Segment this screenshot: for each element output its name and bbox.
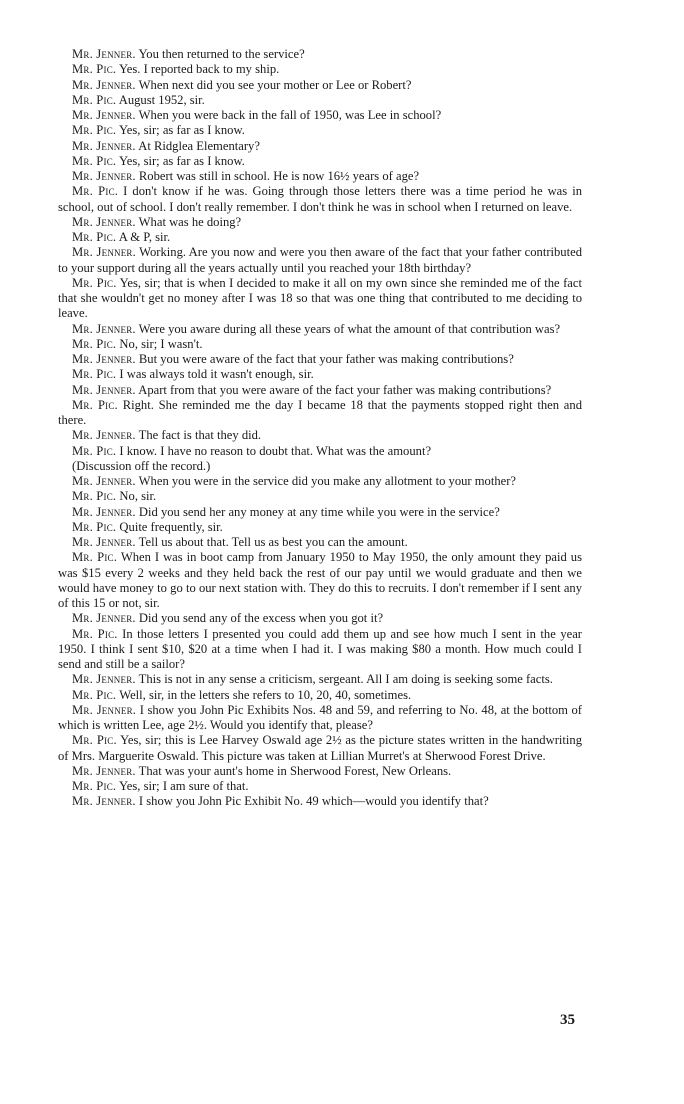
testimony-paragraph — [58, 139, 582, 154]
paragraph-text: This is not in any sense a criticism, sergeant. All I am doing is seeking some facts. — [138, 672, 553, 687]
speaker-name: Mr. Jenner. — [72, 504, 136, 519]
testimony-paragraph — [58, 459, 582, 474]
speaker-name: Mr. Jenner. — [72, 321, 136, 336]
speaker-name: Mr. Pic. — [72, 275, 117, 290]
testimony-paragraph — [58, 444, 582, 459]
testimony-paragraph — [58, 245, 582, 276]
testimony-paragraph — [58, 78, 582, 93]
speaker-name: Mr. Jenner. — [72, 763, 136, 778]
paragraph-text: Yes, sir; this is Lee Harvey Oswald age 2½ as the picture states written in the handwriting of Mrs. Marguerite Oswald. This picture was taken at Lillian Murret's at Sherwood Forest Drive. — [58, 733, 582, 763]
testimony-paragraph — [58, 93, 582, 108]
paragraph-text: That was your aunt's home in Sherwood Forest, New Orleans. — [138, 763, 452, 778]
speaker-name: Mr. Jenner. — [72, 382, 136, 397]
speaker-name: Mr. Pic. — [72, 397, 118, 412]
speaker-name: Mr. Pic. — [72, 519, 117, 534]
paragraph-text: Yes, sir; I am sure of that. — [118, 779, 249, 793]
speaker-name: Mr. Pic. — [72, 62, 117, 77]
paragraph-text: Were you aware during all these years of what the amount of that contribution was? — [138, 321, 561, 336]
speaker-name: Mr. Pic. — [72, 733, 117, 748]
paragraph-text: Tell us about that. Tell us as best you can the amount. — [138, 535, 408, 549]
paragraph-text: August 1952, sir. — [118, 92, 205, 107]
paragraph-text: Right. She reminded me the day I became 18 that the payments stopped right then and there. — [58, 397, 582, 427]
testimony-paragraph — [58, 535, 582, 550]
speaker-name: Mr. Jenner. — [72, 474, 136, 488]
testimony-paragraph — [58, 154, 582, 169]
paragraph-text: You then returned to the service? — [138, 47, 305, 61]
paragraph-text: No, sir. — [119, 489, 157, 504]
speaker-name: Mr. Pic. — [72, 443, 117, 458]
paragraph-text: At Ridglea Elementary? — [138, 138, 260, 153]
testimony-paragraph — [58, 794, 582, 809]
paragraph-text: No, sir; I wasn't. — [119, 336, 203, 351]
speaker-name: Mr. Pic. — [72, 687, 117, 702]
paragraph-text: Quite frequently, sir. — [119, 519, 223, 534]
paragraph-text: Did you send her any money at any time while you were in the service? — [138, 504, 500, 519]
paragraph-text: Working. Are you now and were you then aware of the fact that your father contributed to your support during all the years actually until you reached your 18th birthday? — [58, 245, 582, 275]
speaker-name: Mr. Jenner. — [72, 535, 136, 549]
speaker-name: Mr. Jenner. — [72, 672, 136, 687]
paragraph-text: A & P, sir. — [118, 230, 171, 244]
speaker-name: Mr. Pic. — [72, 336, 117, 351]
page-number: 35 — [560, 1012, 575, 1028]
paragraph-text: Yes. I reported back to my ship. — [118, 62, 280, 77]
speaker-name: Mr. Jenner. — [72, 428, 136, 443]
testimony-paragraph — [58, 627, 582, 673]
testimony-paragraph — [58, 764, 582, 779]
speaker-name: Mr. Pic. — [72, 230, 117, 244]
paragraph-text: Yes, sir; as far as I know. — [118, 123, 245, 138]
testimony-paragraph — [58, 733, 582, 764]
testimony-paragraph — [58, 62, 582, 77]
testimony-paragraph — [58, 352, 582, 367]
paragraph-text: Yes, sir; that is when I decided to make it all on my own since she reminded me of the fact that she wouldn't get no money after I was 18 so that was one thing that contributed to me deciding to leave. — [58, 275, 582, 321]
paragraph-text: I was always told it wasn't enough, sir. — [119, 367, 314, 382]
paragraph-text: When you were in the service did you make any allotment to your mother? — [138, 474, 517, 488]
speaker-name: Mr. Jenner. — [72, 77, 136, 92]
paragraph-text: What was he doing? — [138, 214, 242, 229]
speaker-name: Mr. Jenner. — [72, 794, 136, 809]
speaker-name: Mr. Jenner. — [72, 47, 136, 61]
speaker-name: Mr. Pic. — [72, 626, 118, 641]
testimony-paragraph — [58, 123, 582, 138]
speaker-name: Mr. Jenner. — [72, 169, 136, 183]
speaker-name: Mr. Jenner. — [72, 611, 136, 626]
paragraph-text: I don't know if he was. Going through those letters there was a time period he was in school, out of school. I don't really remember. I don't think he was in school when I returned on leave. — [58, 184, 582, 214]
testimony-paragraph — [58, 489, 582, 504]
paragraph-text: Apart from that you were aware of the fact your father was making contributions? — [138, 382, 552, 397]
paragraph-text: Well, sir, in the letters she refers to 10, 20, 40, sometimes. — [119, 687, 412, 702]
paragraph-text: The fact is that they did. — [138, 428, 262, 443]
speaker-name: Mr. Pic. — [72, 92, 117, 107]
testimony-paragraph — [58, 169, 582, 184]
speaker-name: Mr. Pic. — [72, 779, 117, 793]
paragraph-text: (Discussion off the record.) — [72, 458, 211, 473]
paragraph-text: Did you send any of the excess when you got it? — [138, 611, 384, 626]
speaker-name: Mr. Pic. — [72, 123, 117, 138]
testimony-paragraph — [58, 428, 582, 443]
paragraph-text: I show you John Pic Exhibits Nos. 48 and 59, and referring to No. 48, at the bottom of which is written Lee, age 2½. Would you identify that, please? — [58, 702, 582, 732]
speaker-name: Mr. Pic. — [72, 550, 118, 565]
paragraph-text: But you were aware of the fact that your father was making contributions? — [138, 352, 514, 366]
speaker-name: Mr. Pic. — [72, 153, 117, 168]
testimony-paragraph — [58, 337, 582, 352]
paragraph-text: Robert was still in school. He is now 16½ years of age? — [138, 169, 420, 183]
testimony-paragraph — [58, 779, 582, 794]
testimony-paragraph — [58, 672, 582, 687]
paragraph-text: When you were back in the fall of 1950, was Lee in school? — [138, 108, 442, 122]
paragraph-text: When I was in boot camp from January 1950 to May 1950, the only amount they paid us was $15 every 2 weeks and they held back the rest of our pay until we would graduate and then we would have money to go to our next station with. They do this to recruits. I don't remember if I sent any of this 15 or not, sir. — [58, 550, 582, 610]
testimony-paragraph — [58, 611, 582, 626]
speaker-name: Mr. Pic. — [72, 367, 117, 382]
paragraph-text: In those letters I presented you could add them up and see how much I sent in the year 1950. I think I sent $10, $20 at a time when I had it. I was making $80 a month. How much could I send and still be a sailor? — [58, 626, 582, 671]
speaker-name: Mr. Jenner. — [72, 245, 136, 260]
speaker-name: Mr. Jenner. — [72, 702, 137, 717]
paragraph-text: When next did you see your mother or Lee or Robert? — [138, 77, 412, 92]
testimony-paragraph — [58, 276, 582, 322]
testimony-text — [58, 47, 582, 810]
speaker-name: Mr. Jenner. — [72, 108, 136, 122]
speaker-name: Mr. Jenner. — [72, 214, 136, 229]
paragraph-text: Yes, sir; as far as I know. — [118, 153, 245, 168]
testimony-paragraph — [58, 550, 582, 611]
testimony-paragraph — [58, 215, 582, 230]
testimony-paragraph — [58, 108, 582, 123]
speaker-name: Mr. Pic. — [72, 489, 117, 504]
testimony-paragraph — [58, 505, 582, 520]
testimony-paragraph — [58, 367, 582, 382]
paragraph-text: I show you John Pic Exhibit No. 49 which—would you identify that? — [138, 794, 489, 809]
testimony-paragraph — [58, 398, 582, 429]
testimony-paragraph — [58, 703, 582, 734]
testimony-paragraph — [58, 474, 582, 489]
testimony-paragraph — [58, 383, 582, 398]
testimony-paragraph — [58, 230, 582, 245]
testimony-paragraph — [58, 322, 582, 337]
speaker-name: Mr. Pic. — [72, 184, 119, 199]
paragraph-text: I know. I have no reason to doubt that. What was the amount? — [119, 443, 432, 458]
testimony-paragraph — [58, 520, 582, 535]
speaker-name: Mr. Jenner. — [72, 138, 136, 153]
testimony-paragraph — [58, 184, 582, 215]
testimony-paragraph — [58, 688, 582, 703]
speaker-name: Mr. Jenner. — [72, 352, 136, 366]
testimony-paragraph — [58, 47, 582, 62]
